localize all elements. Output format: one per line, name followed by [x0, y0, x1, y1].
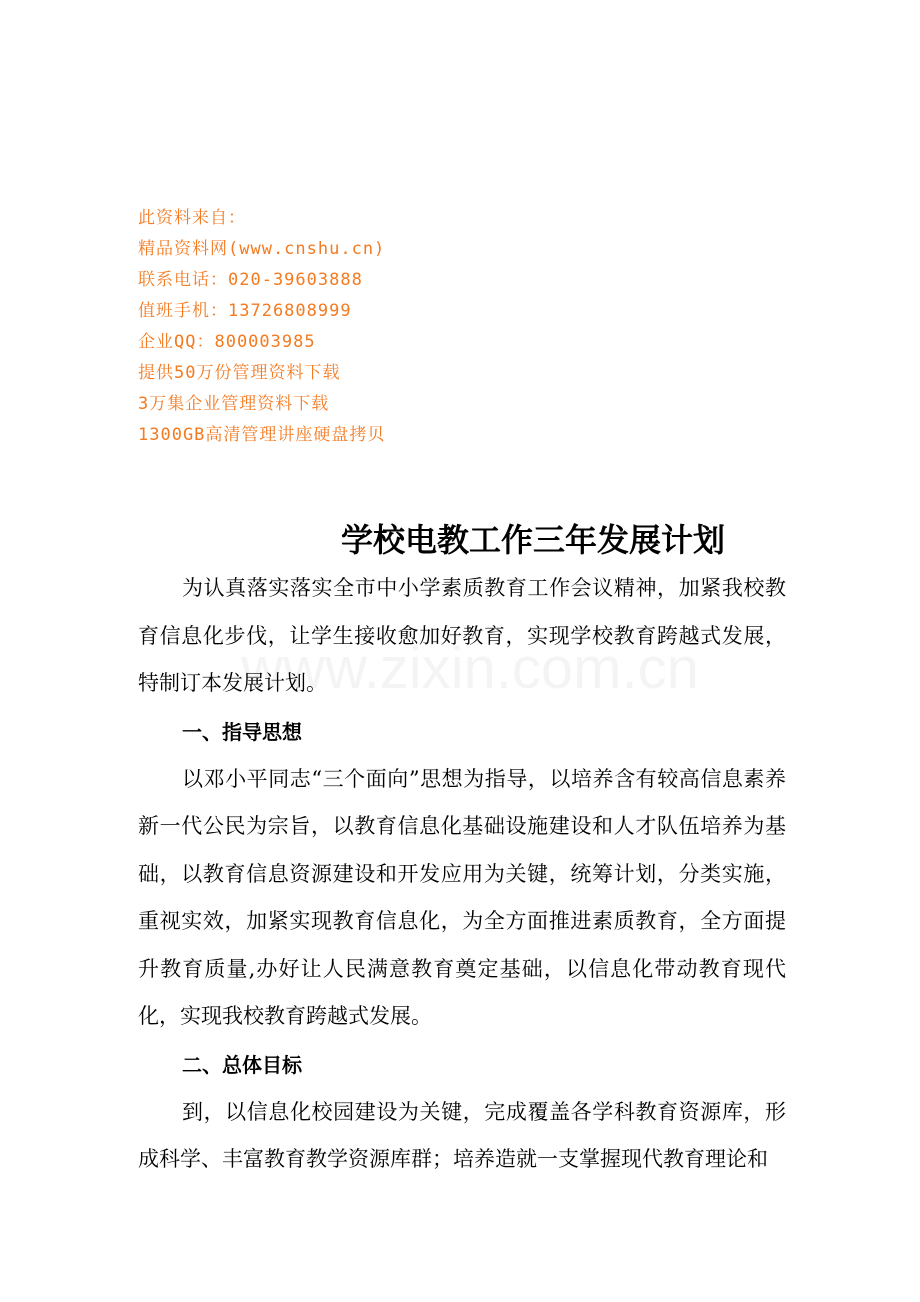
document-body: [138, 565, 786, 1184]
section-heading-guiding-ideology: 一、指导思想: [182, 719, 302, 744]
promo-line-website: 精品资料网(www.cnshu.cn): [138, 239, 386, 259]
document-title: 学校电教工作三年发展计划: [340, 521, 725, 559]
overall-goals-paragraph: 到，以信息化校园建设为关键，完成覆盖各学科教育资源库，形成科学、丰富教育教学资源库群；培养造就一支掌握现代教育理论和: [138, 1099, 786, 1171]
section-heading-overall-goals: 二、总体目标: [182, 1052, 302, 1077]
promo-line-source: 此资料来自：: [138, 208, 246, 228]
promo-line-offer-2: 3万集企业管理资料下载: [138, 394, 330, 414]
promo-line-mobile: 值班手机：13726808999: [138, 301, 352, 321]
promo-line-offer-3: 1300GB高清管理讲座硬盘拷贝: [138, 425, 386, 445]
promo-line-phone: 联系电话：020-39603888: [138, 270, 363, 290]
promo-line-qq: 企业QQ：800003985: [138, 332, 316, 352]
promo-line-offer-1: 提供50万份管理资料下载: [138, 363, 341, 383]
promo-block: [138, 203, 658, 451]
intro-paragraph: 为认真落实落实全市中小学素质教育工作会议精神，加紧我校教育信息化步伐，让学生接收愈加好教育，实现学校教育跨越式发展，特制订本发展计划。: [138, 576, 786, 695]
guiding-ideology-paragraph: 以邓小平同志“三个面向”思想为指导，以培养含有较高信息素养新一代公民为宗旨，以教育信息化基础设施建设和人才队伍培养为基础，以教育信息资源建设和开发应用为关键，统筹计划，分类实施，重视实效，加紧实现教育信息化，为全方面推进素质教育，全方面提升教育质量,办好让人民满意教育奠定基础，以信息化带动教育现代化，实现我校教育跨越式发展。: [138, 766, 786, 1028]
